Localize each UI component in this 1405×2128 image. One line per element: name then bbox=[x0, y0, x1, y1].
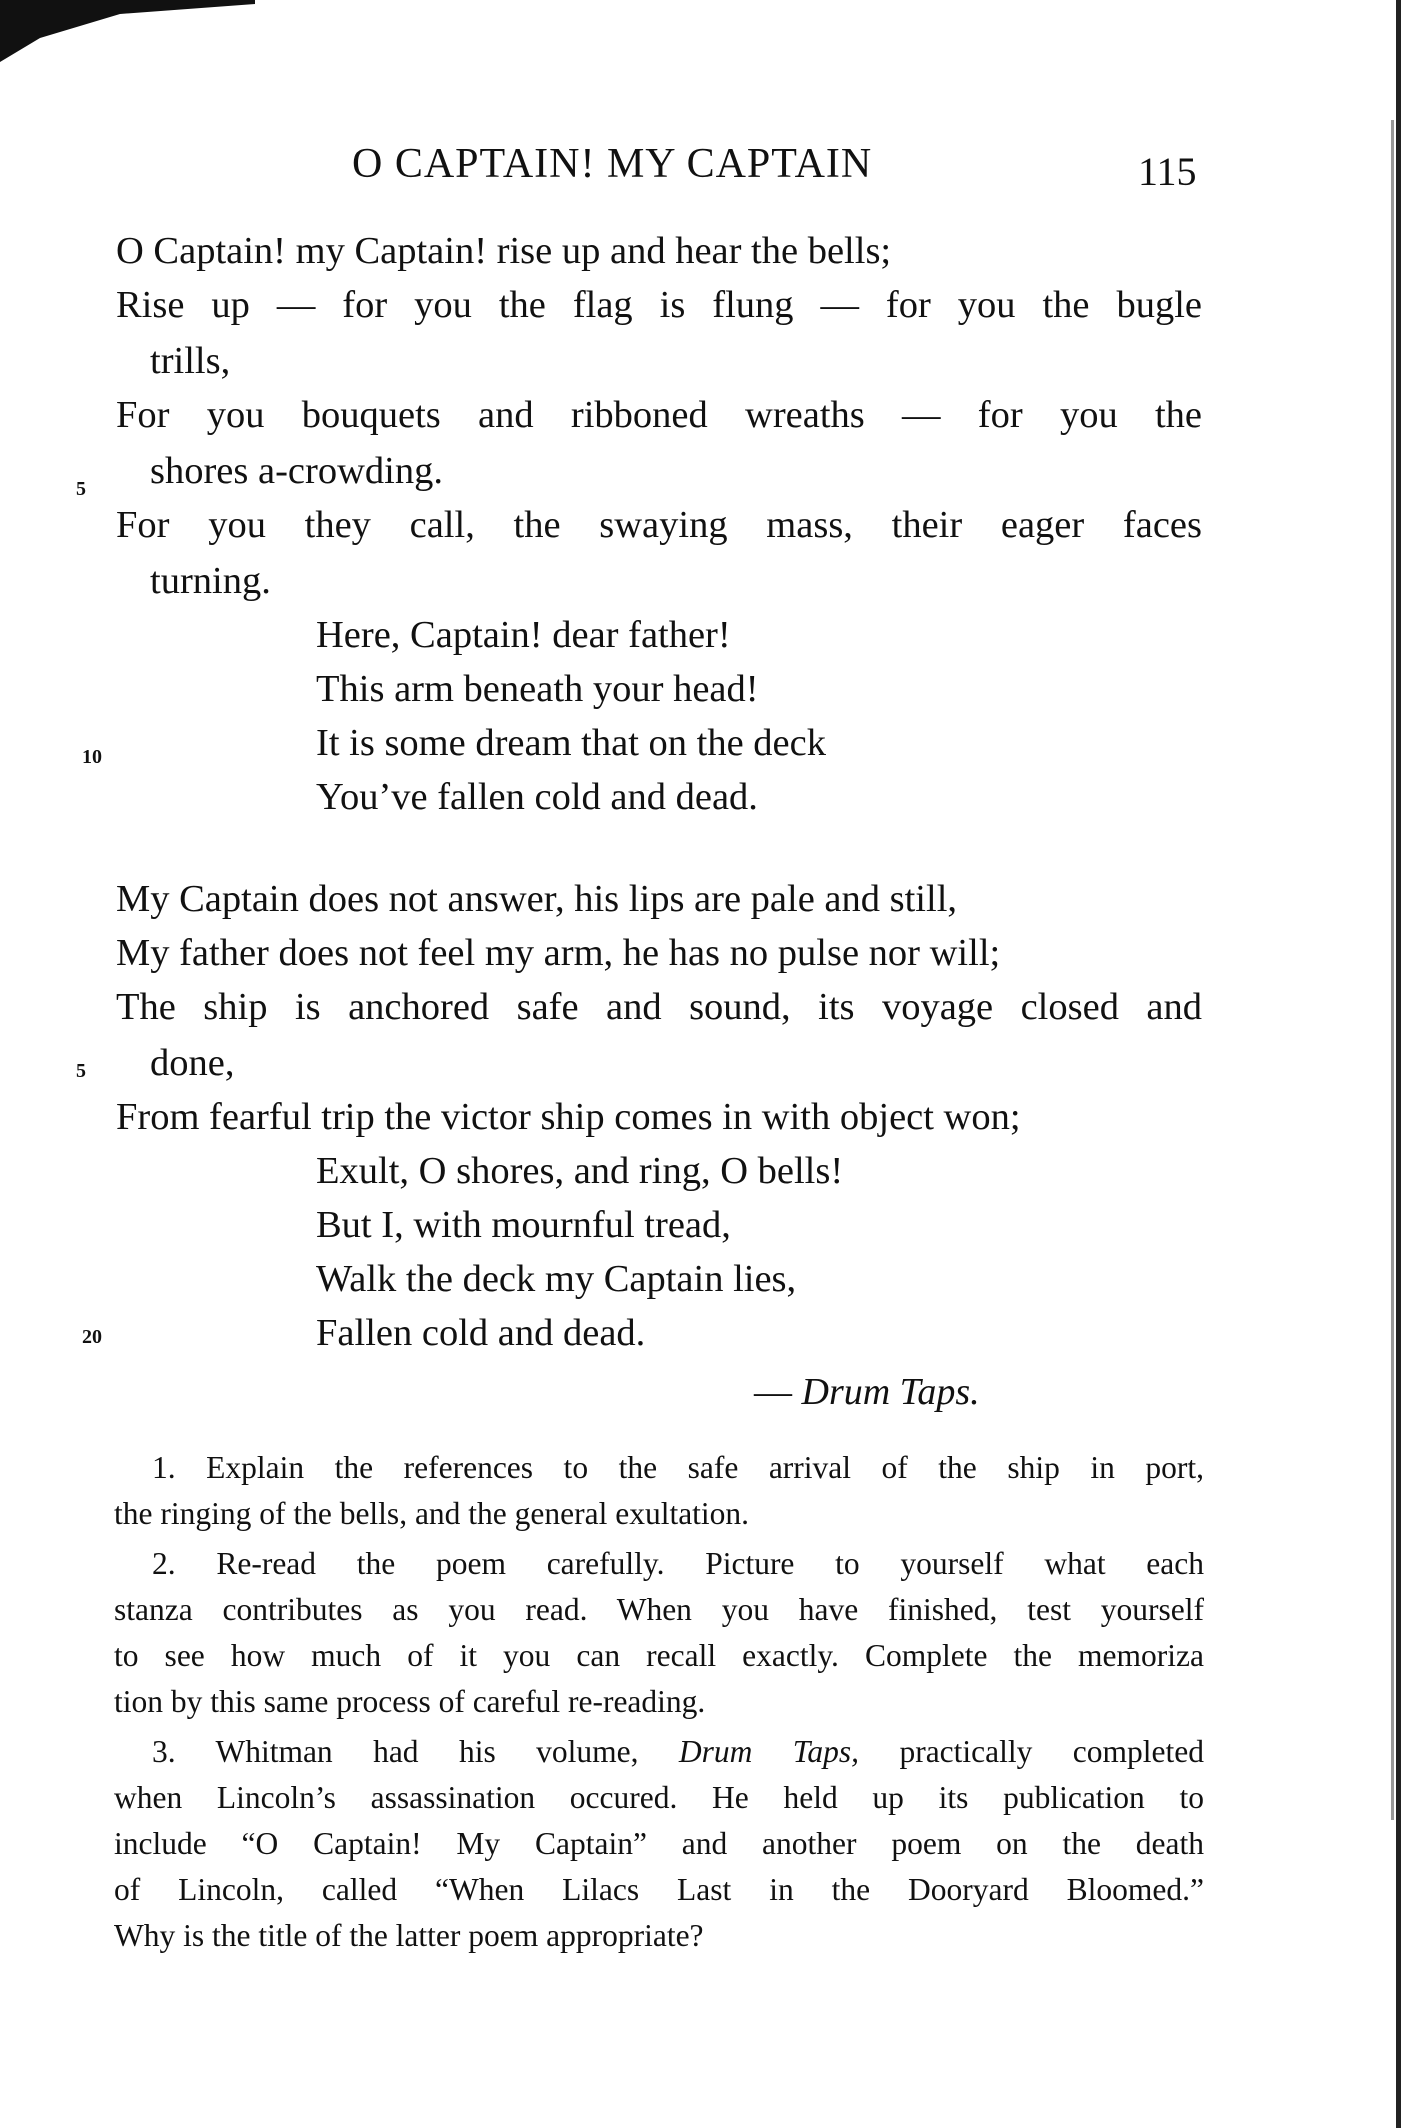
poem-line: turning. bbox=[150, 560, 271, 602]
line-number: 5 bbox=[76, 478, 86, 500]
poem-line: done, bbox=[150, 1042, 235, 1084]
running-head: O CAPTAIN! MY CAPTAIN bbox=[352, 141, 873, 187]
poem-line: Rise up — for you the flag is flung — for you the bugle bbox=[116, 284, 1202, 326]
poem-line: Walk the deck my Captain lies, bbox=[316, 1258, 797, 1300]
poem-line: O Captain! my Captain! rise up and hear the bells; bbox=[116, 230, 892, 272]
note-2-line: tion by this same process of careful re-reading. bbox=[114, 1684, 706, 1719]
line-number: 5 bbox=[76, 1060, 86, 1082]
note-3-line: when Lincoln’s assassination occured. He held up its publication to bbox=[114, 1780, 1204, 1815]
poem-line: Fallen cold and dead. bbox=[316, 1312, 646, 1354]
poem-line: The ship is anchored safe and sound, its voyage closed and bbox=[116, 986, 1202, 1028]
poem-line: From fearful trip the victor ship comes in with object won; bbox=[116, 1096, 1021, 1138]
poem-line: It is some dream that on the deck bbox=[316, 722, 826, 764]
note-3-line: of Lincoln, called “When Lilacs Last in the Dooryard Bloomed.” bbox=[114, 1872, 1204, 1907]
note-3-line bbox=[152, 1736, 1204, 1768]
scan-corner-mark bbox=[0, 0, 260, 70]
source-title: Drum Taps. bbox=[801, 1371, 980, 1413]
note-3-line: Why is the title of the latter poem appropriate? bbox=[114, 1918, 704, 1953]
note-1-line: 1. Explain the references to the safe arrival of the ship in port, bbox=[152, 1450, 1204, 1485]
note-2-line: stanza contributes as you read. When you have finished, test yourself bbox=[114, 1592, 1204, 1627]
poem-line: You’ve fallen cold and dead. bbox=[316, 776, 758, 818]
line-number: 10 bbox=[82, 746, 102, 768]
poem-line: Here, Captain! dear father! bbox=[316, 614, 731, 656]
poem-line: My father does not feel my arm, he has no pulse nor will; bbox=[116, 932, 1001, 974]
line-number: 20 bbox=[82, 1326, 102, 1348]
poem-line: Exult, O shores, and ring, O bells! bbox=[316, 1150, 844, 1192]
note-1-line: the ringing of the bells, and the general exultation. bbox=[114, 1496, 750, 1531]
note-2-line: 2. Re-read the poem carefully. Picture to yourself what each bbox=[152, 1546, 1204, 1581]
page-number: 115 bbox=[1138, 149, 1197, 194]
scan-edge-strip bbox=[1387, 0, 1405, 2128]
poem-line: My Captain does not answer, his lips are pale and still, bbox=[116, 878, 958, 920]
poem-line: For you bouquets and ribboned wreaths — for you the bbox=[116, 394, 1202, 436]
note-3-lead: 3. Whitman had his volume, bbox=[152, 1734, 679, 1769]
poem-line: trills, bbox=[150, 340, 231, 382]
note-3-book-title: Drum Taps, bbox=[678, 1734, 860, 1769]
note-2-line: to see how much of it you can recall exactly. Complete the memoriza bbox=[114, 1638, 1204, 1673]
poem-line: shores a-crowding. bbox=[150, 450, 443, 492]
poem-line: For you they call, the swaying mass, their eager faces bbox=[116, 504, 1202, 546]
note-3-line: include “O Captain! My Captain” and another poem on the death bbox=[114, 1826, 1204, 1861]
poem-line: But I, with mournful tread, bbox=[316, 1204, 731, 1246]
source-dash: — bbox=[754, 1371, 802, 1413]
poem-source bbox=[754, 1370, 980, 1414]
poem-line: This arm beneath your head! bbox=[316, 668, 759, 710]
note-3-tail: practically completed bbox=[859, 1734, 1204, 1769]
